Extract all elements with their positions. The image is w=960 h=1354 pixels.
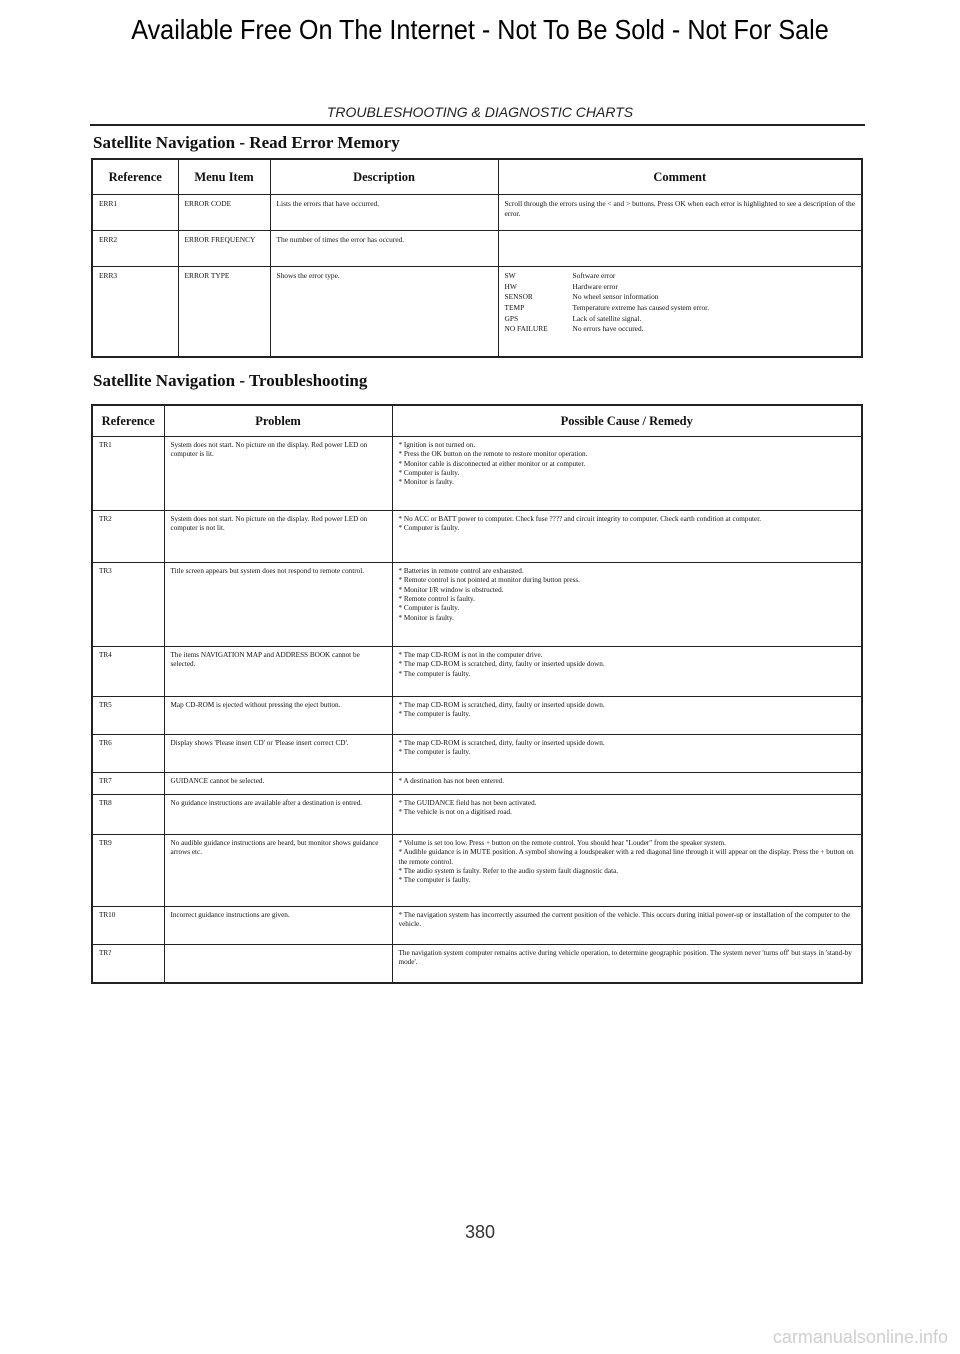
row-reference: TR10 bbox=[92, 907, 164, 945]
row-menu-item: ERROR CODE bbox=[178, 195, 270, 231]
error-code: SENSOR bbox=[504, 292, 533, 302]
row-reference: TR1 bbox=[92, 437, 164, 511]
cause-line: * The computer is faulty. bbox=[398, 876, 471, 885]
cause-line: * Press the OK button on the remote to restore monitor operation. bbox=[398, 450, 588, 459]
cause-line: * The navigation system has incorrectly assumed the current position of the vehicle. This occurs during initial power-up or installation of the computer to the vehicle. bbox=[398, 911, 851, 929]
row-problem: No guidance instructions are available after a destination is entred. bbox=[164, 795, 392, 835]
row-comment bbox=[498, 267, 862, 357]
row-causes bbox=[392, 835, 862, 907]
error-code-meaning: No errors have occured. bbox=[572, 324, 644, 334]
table-row bbox=[92, 835, 862, 907]
table-row bbox=[92, 195, 862, 231]
cause-line: * The map CD-ROM is not in the computer drive. bbox=[398, 651, 543, 659]
table-row bbox=[92, 735, 862, 773]
column-header-cause: Possible Cause / Remedy bbox=[392, 405, 862, 437]
error-type-code-list bbox=[505, 271, 856, 334]
table-row bbox=[92, 697, 862, 735]
chapter-rule bbox=[90, 124, 865, 126]
row-reference: TR9 bbox=[92, 835, 164, 907]
row-problem: Incorrect guidance instructions are given. bbox=[164, 907, 392, 945]
error-code: NO FAILURE bbox=[504, 324, 548, 334]
row-causes bbox=[392, 511, 862, 563]
row-reference: TR2 bbox=[92, 511, 164, 563]
row-causes bbox=[392, 945, 862, 983]
row-reference: TR4 bbox=[92, 647, 164, 697]
cause-line: * Audible guidance is in MUTE position. A symbol showing a loudspeaker with a red diagonal line through it will appear on the display. Press the + button on the remote control. bbox=[398, 848, 854, 866]
row-causes bbox=[392, 773, 862, 795]
row-reference: TR8 bbox=[92, 795, 164, 835]
cause-line: * The map CD-ROM is scratched, dirty, faulty or inserted upside down. bbox=[398, 739, 605, 747]
row-problem: Display shows 'Please insert CD' or 'Please insert correct CD'. bbox=[164, 735, 392, 773]
table-row bbox=[92, 907, 862, 945]
row-problem: System does not start. No picture on the display. Red power LED on computer is not lit. bbox=[164, 511, 392, 563]
cause-line: * Remote control is faulty. bbox=[398, 595, 475, 604]
error-code-meaning: Software error bbox=[572, 271, 616, 280]
row-reference: ERR3 bbox=[92, 267, 178, 357]
cause-line: * Computer is faulty. bbox=[398, 524, 460, 533]
row-problem: GUIDANCE cannot be selected. bbox=[164, 773, 392, 795]
page-number: 380 bbox=[464, 1222, 496, 1242]
table-row bbox=[92, 773, 862, 795]
row-description: The number of times the error has occured. bbox=[270, 231, 498, 267]
cause-line: * Computer is faulty. bbox=[398, 469, 460, 478]
cause-line: * Ignition is not turned on. bbox=[398, 441, 476, 449]
row-reference: TR3 bbox=[92, 563, 164, 647]
row-causes bbox=[392, 697, 862, 735]
distribution-banner: Available Free On The Internet - Not To Be Sold - Not For Sale bbox=[131, 14, 829, 45]
error-code-meaning: Hardware error bbox=[572, 281, 618, 291]
cause-line: * Computer is faulty. bbox=[398, 604, 460, 613]
table-header-row bbox=[92, 159, 862, 195]
cause-line: * Monitor is faulty. bbox=[398, 613, 454, 622]
column-header-problem: Problem bbox=[164, 405, 392, 437]
error-code: SW bbox=[504, 271, 516, 280]
error-code-meaning: Temperature extreme has caused system error. bbox=[572, 302, 710, 312]
column-header-comment: Comment bbox=[498, 159, 862, 195]
table-row bbox=[92, 437, 862, 511]
cause-line: * The audio system is faulty. Refer to the audio system fault diagnostic data. bbox=[398, 867, 619, 876]
error-code-meaning: Lack of satellite signal. bbox=[572, 313, 642, 323]
error-code: GPS bbox=[504, 313, 519, 323]
error-code: HW bbox=[504, 281, 517, 291]
row-problem: Map CD-ROM is ejected without pressing the eject button. bbox=[164, 697, 392, 735]
cause-line: * The computer is faulty. bbox=[398, 748, 471, 757]
site-watermark: carmanualsonline.info bbox=[772, 1327, 948, 1347]
table-row bbox=[92, 267, 862, 357]
cause-line: The navigation system computer remains active during vehicle operation, to determine geographic position. The system never 'turns off' but stays in 'stand-by mode'. bbox=[398, 949, 852, 967]
row-causes bbox=[392, 907, 862, 945]
row-reference: TR? bbox=[92, 945, 164, 983]
column-header-description: Description bbox=[270, 159, 498, 195]
table-row bbox=[92, 945, 862, 983]
row-causes bbox=[392, 563, 862, 647]
troubleshooting-title: Satellite Navigation - Troubleshooting bbox=[93, 371, 368, 390]
table-header-row bbox=[92, 405, 862, 437]
table-row bbox=[92, 563, 862, 647]
row-problem bbox=[164, 945, 392, 983]
error-memory-table bbox=[91, 158, 863, 358]
row-causes bbox=[392, 795, 862, 835]
cause-line: * A destination has not been entered. bbox=[398, 777, 505, 785]
row-reference: TR7 bbox=[92, 773, 164, 795]
troubleshooting-table bbox=[91, 404, 863, 984]
error-code-meaning: No wheel sensor information bbox=[572, 292, 659, 302]
error-code: TEMP bbox=[504, 302, 525, 312]
row-reference: TR6 bbox=[92, 735, 164, 773]
error-memory-title: Satellite Navigation - Read Error Memory bbox=[93, 133, 400, 152]
cause-line: * Volume is set too low. Press + button on the remote control. You should hear "Louder" from the speaker system. bbox=[398, 839, 726, 847]
cause-line: * No ACC or BATT power to computer. Check fuse ???? and circuit integrity to computer. Check earth condition at computer. bbox=[398, 515, 762, 523]
row-reference: ERR1 bbox=[92, 195, 178, 231]
row-causes bbox=[392, 437, 862, 511]
table-row bbox=[92, 511, 862, 563]
chapter-heading: TROUBLESHOOTING & DIAGNOSTIC CHARTS bbox=[326, 104, 634, 120]
row-description: Lists the errors that have occurred. bbox=[270, 195, 498, 231]
row-menu-item: ERROR FREQUENCY bbox=[178, 231, 270, 267]
row-reference: ERR2 bbox=[92, 231, 178, 267]
row-problem: The items NAVIGATION MAP and ADDRESS BOOK cannot be selected. bbox=[164, 647, 392, 697]
column-header-menu-item: Menu Item bbox=[178, 159, 270, 195]
cause-line: * The map CD-ROM is scratched, dirty, faulty or inserted upside down. bbox=[398, 660, 605, 669]
cause-line: * The computer is faulty. bbox=[398, 669, 471, 678]
table-row bbox=[92, 647, 862, 697]
cause-line: * Batteries in remote control are exhausted. bbox=[398, 567, 524, 575]
table-row bbox=[92, 795, 862, 835]
cause-line: * Monitor I/R window is obstructed. bbox=[398, 585, 504, 594]
cause-line: * Monitor is faulty. bbox=[398, 478, 454, 487]
row-menu-item: ERROR TYPE bbox=[178, 267, 270, 357]
cause-line: * Remote control is not pointed at monitor during button press. bbox=[398, 576, 580, 585]
cause-line: * The map CD-ROM is scratched, dirty, faulty or inserted upside down. bbox=[398, 701, 605, 709]
row-problem: No audible guidance instructions are heard, but monitor shows guidance arrows etc. bbox=[164, 835, 392, 907]
row-causes bbox=[392, 735, 862, 773]
cause-line: * The computer is faulty. bbox=[398, 710, 471, 719]
column-header-reference: Reference bbox=[92, 405, 164, 437]
row-problem: Title screen appears but system does not respond to remote control. bbox=[164, 563, 392, 647]
row-comment: Scroll through the errors using the < and > buttons. Press OK when each error is highlighted to see a description of the error. bbox=[498, 195, 862, 231]
cause-line: * The GUIDANCE field has not been activated. bbox=[398, 799, 537, 807]
row-description: Shows the error type. bbox=[270, 267, 498, 357]
row-reference: TR5 bbox=[92, 697, 164, 735]
cause-line: * Monitor cable is disconnected at either monitor or at computer. bbox=[398, 459, 586, 468]
row-problem: System does not start. No picture on the display. Red power LED on computer is lit. bbox=[164, 437, 392, 511]
cause-line: * The vehicle is not on a digitised road. bbox=[398, 808, 512, 817]
row-comment bbox=[498, 231, 862, 267]
row-causes bbox=[392, 647, 862, 697]
table-row bbox=[92, 231, 862, 267]
column-header-reference: Reference bbox=[92, 159, 178, 195]
